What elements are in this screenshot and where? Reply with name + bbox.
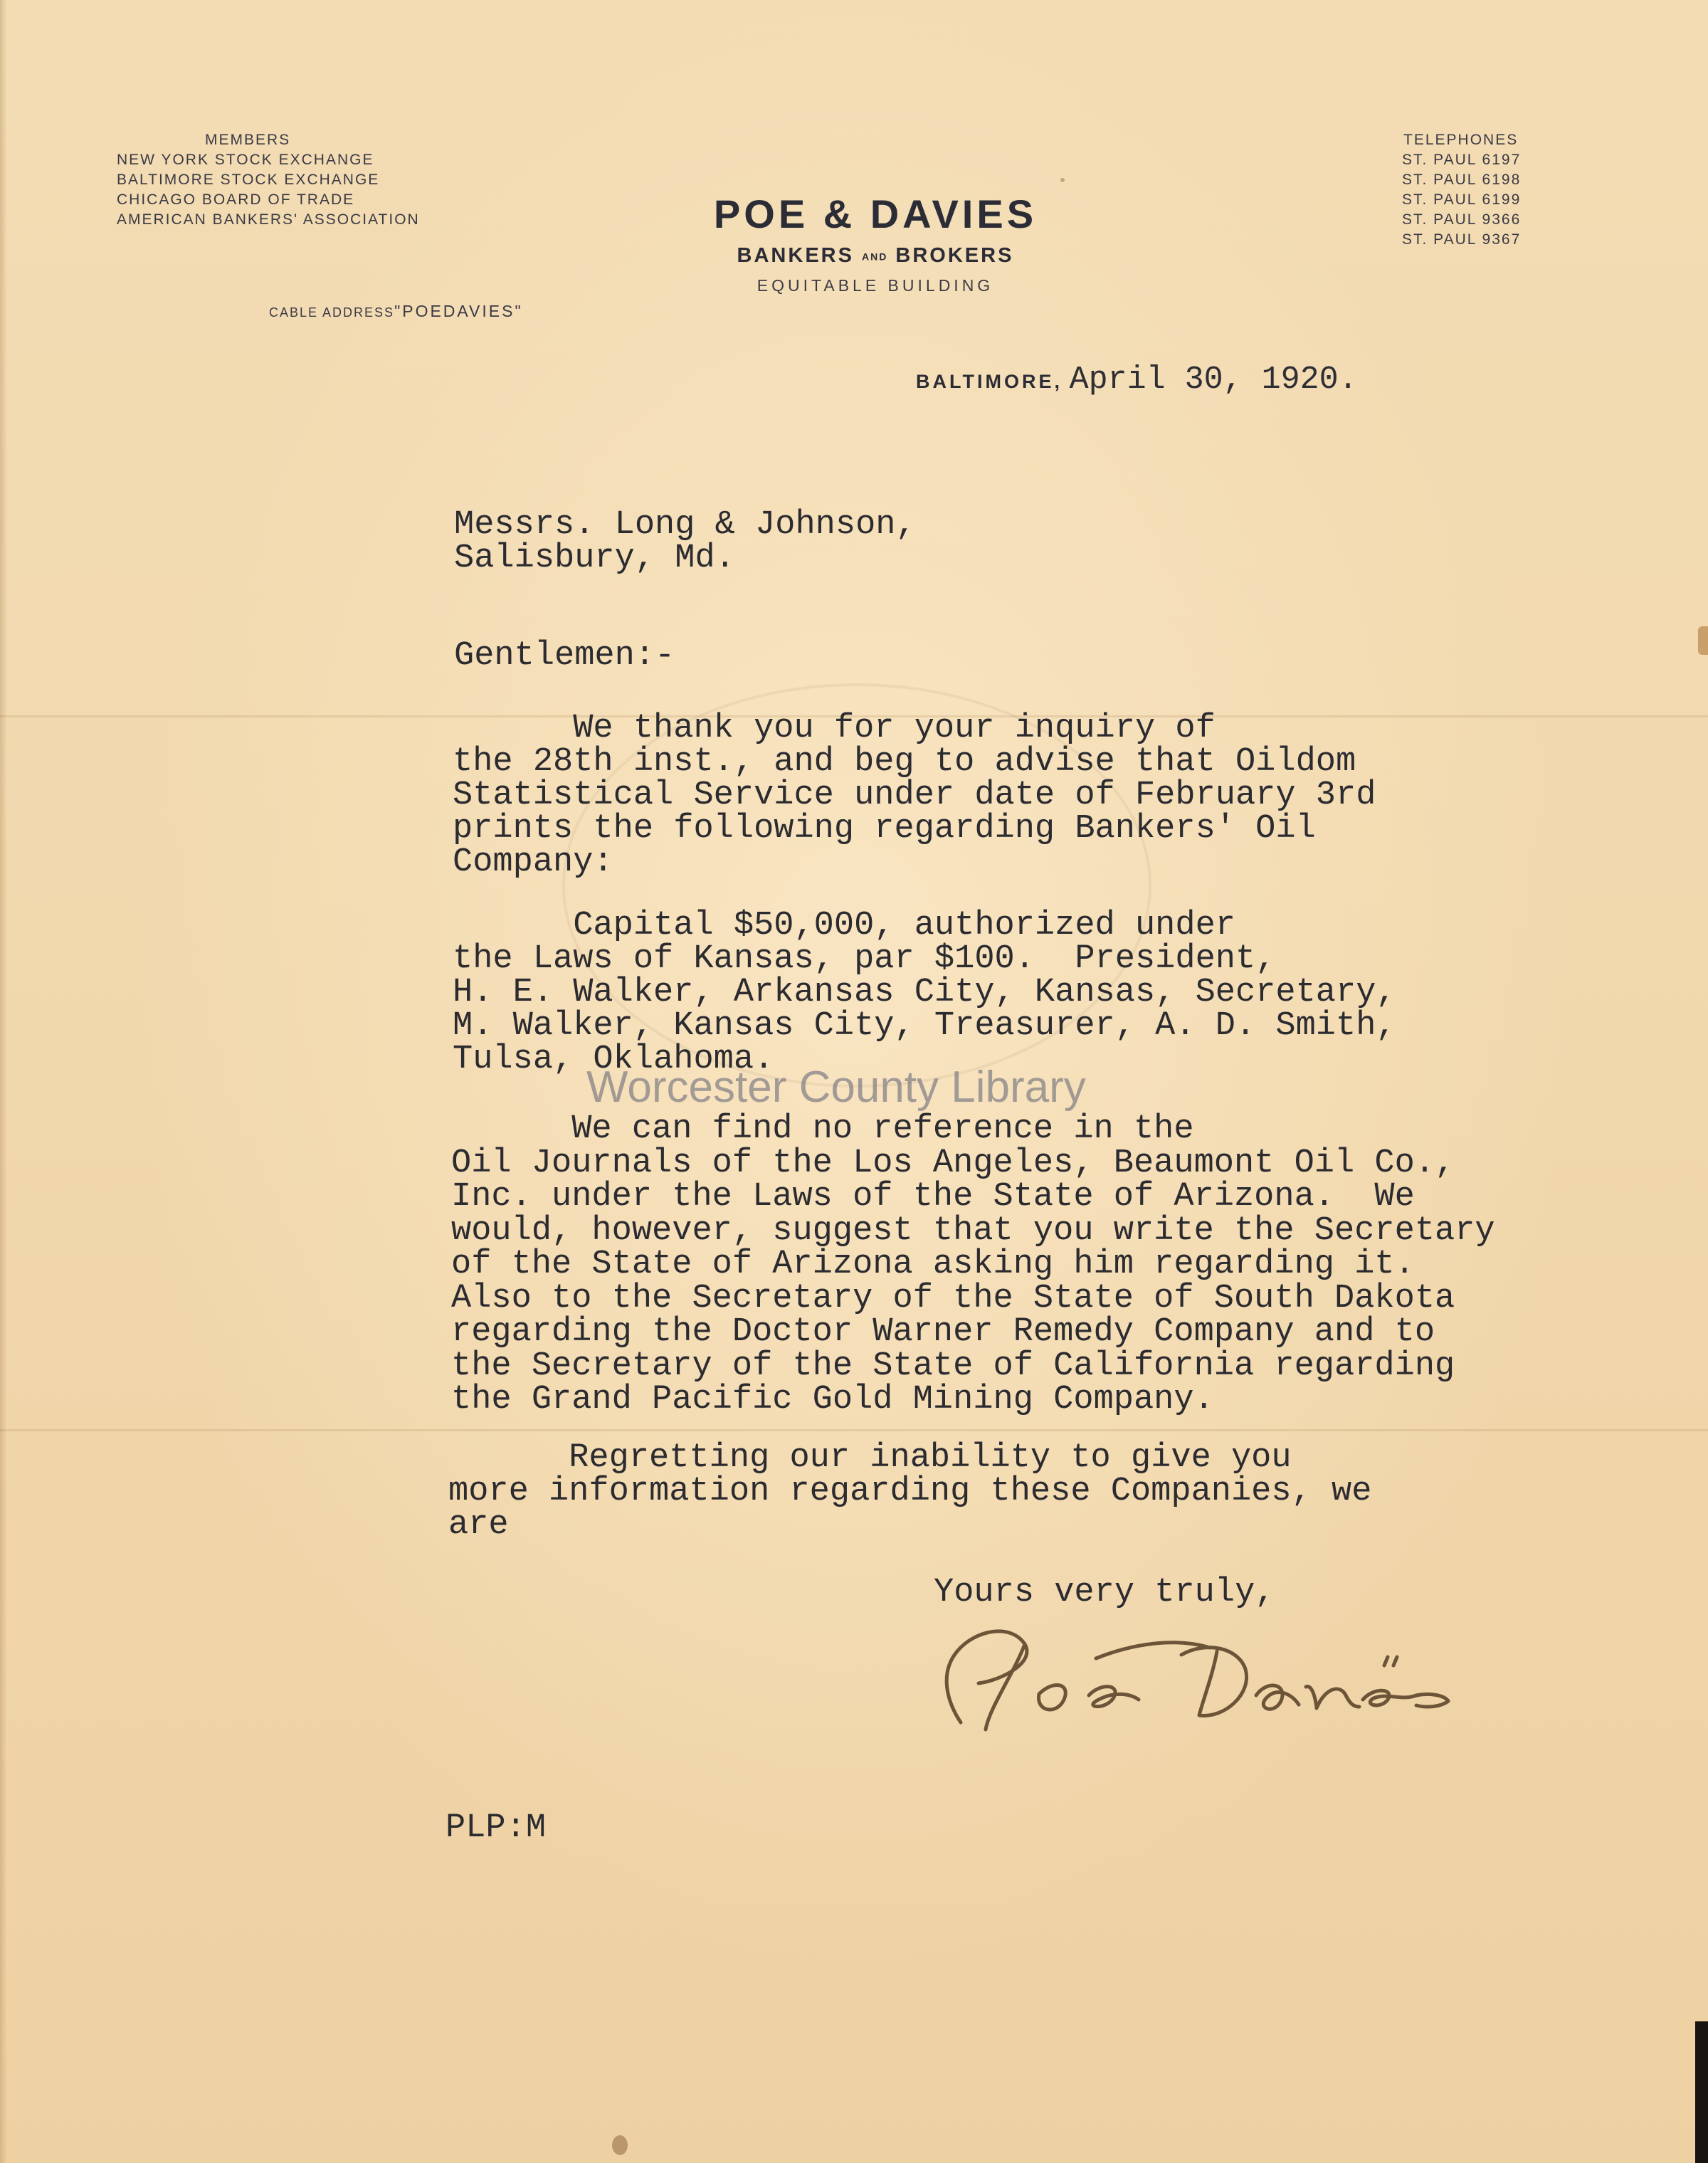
paper-stain	[1060, 178, 1065, 182]
paragraph-capital	[453, 909, 1396, 1076]
text-line: the Laws of Kansas, par $100. President,	[453, 940, 1276, 978]
firm-subtitle-brokers: BROKERS	[895, 244, 1014, 267]
telephone-item: ST. PAUL 9367	[1402, 231, 1522, 248]
cable-address	[269, 302, 523, 321]
text-line: prints the following regarding Bankers' Oil	[453, 810, 1316, 848]
firm-building: EQUITABLE BUILDING	[757, 276, 994, 295]
firm-subtitle-and: AND	[862, 251, 888, 263]
library-watermark: Worcester County Library	[586, 1063, 1086, 1112]
text-line: more information regarding these Companies, we	[448, 1473, 1372, 1510]
paper-edge-shadow	[0, 0, 7, 2163]
text-line: Regretting our inability to give you	[448, 1439, 1292, 1477]
recipient-address	[454, 508, 916, 575]
member-item: CHICAGO BOARD OF TRADE	[117, 191, 355, 208]
text-line: are	[448, 1506, 509, 1544]
member-item: BALTIMORE STOCK EXCHANGE	[117, 172, 380, 188]
text-line: Inc. under the Laws of the State of Arizona. We	[451, 1178, 1415, 1216]
firm-subtitle-bankers: BANKERS	[737, 244, 854, 267]
paragraph-inquiry	[453, 712, 1376, 879]
text-line: regarding the Doctor Warner Remedy Company and to	[451, 1313, 1435, 1351]
firm-name: POE & DAVIES	[713, 191, 1038, 236]
text-line: the Grand Pacific Gold Mining Company.	[451, 1381, 1214, 1419]
dateline	[916, 362, 1358, 398]
typist-initials: PLP:M	[446, 1809, 547, 1847]
text-line: Also to the Secretary of the State of South Dakota	[451, 1279, 1455, 1317]
telephone-item: ST. PAUL 6197	[1402, 152, 1522, 168]
cable-address-label: CABLE ADDRESS	[269, 305, 395, 320]
text-line: Statistical Service under date of February 3rd	[453, 777, 1376, 814]
address-line: Messrs. Long & Johnson,	[454, 506, 916, 544]
paper-edge-nick	[1698, 626, 1708, 655]
paragraph-regretting	[448, 1441, 1371, 1542]
text-line: the 28th inst., and beg to advise that Oildom	[453, 743, 1356, 781]
address-line: Salisbury, Md.	[454, 540, 735, 577]
paper-fold-line	[0, 1429, 1708, 1431]
text-line: M. Walker, Kansas City, Treasurer, A. D. Smith,	[453, 1007, 1396, 1045]
text-line: Capital $50,000, authorized under	[453, 907, 1235, 944]
closing: Yours very truly,	[934, 1574, 1275, 1611]
text-line: We thank you for your inquiry of	[453, 710, 1216, 747]
handwritten-signature	[918, 1616, 1473, 1737]
text-line: of the State of Arizona asking him regarding it.	[451, 1246, 1415, 1283]
telephones-heading: TELEPHONES	[1403, 132, 1519, 148]
telephone-item: ST. PAUL 9366	[1402, 211, 1522, 228]
salutation: Gentlemen:-	[454, 637, 675, 675]
paragraph-no-reference	[451, 1112, 1495, 1417]
text-line: H. E. Walker, Arkansas City, Kansas, Secretary,	[453, 974, 1396, 1011]
members-heading: MEMBERS	[205, 132, 291, 148]
telephone-item: ST. PAUL 6198	[1402, 172, 1522, 188]
telephone-item: ST. PAUL 6199	[1402, 191, 1522, 208]
text-line: Tulsa, Oklahoma.	[453, 1041, 774, 1078]
text-line: the Secretary of the State of California regarding	[451, 1347, 1455, 1385]
dateline-city: BALTIMORE,	[916, 371, 1063, 392]
cable-address-value: "POEDAVIES"	[394, 302, 523, 320]
text-line: We can find no reference in the	[451, 1110, 1194, 1148]
paper-edge-tear	[1695, 2021, 1708, 2163]
member-item: AMERICAN BANKERS' ASSOCIATION	[117, 211, 420, 228]
telephones-list	[1402, 150, 1521, 250]
paper-stain	[612, 2135, 628, 2155]
text-line: Oil Journals of the Los Angeles, Beaumont Oil Co.,	[451, 1144, 1455, 1182]
member-item: NEW YORK STOCK EXCHANGE	[117, 152, 374, 168]
text-line: Company:	[453, 843, 613, 881]
text-line: would, however, suggest that you write the Secretary	[451, 1211, 1495, 1250]
dateline-date: April 30, 1920.	[1069, 362, 1358, 398]
